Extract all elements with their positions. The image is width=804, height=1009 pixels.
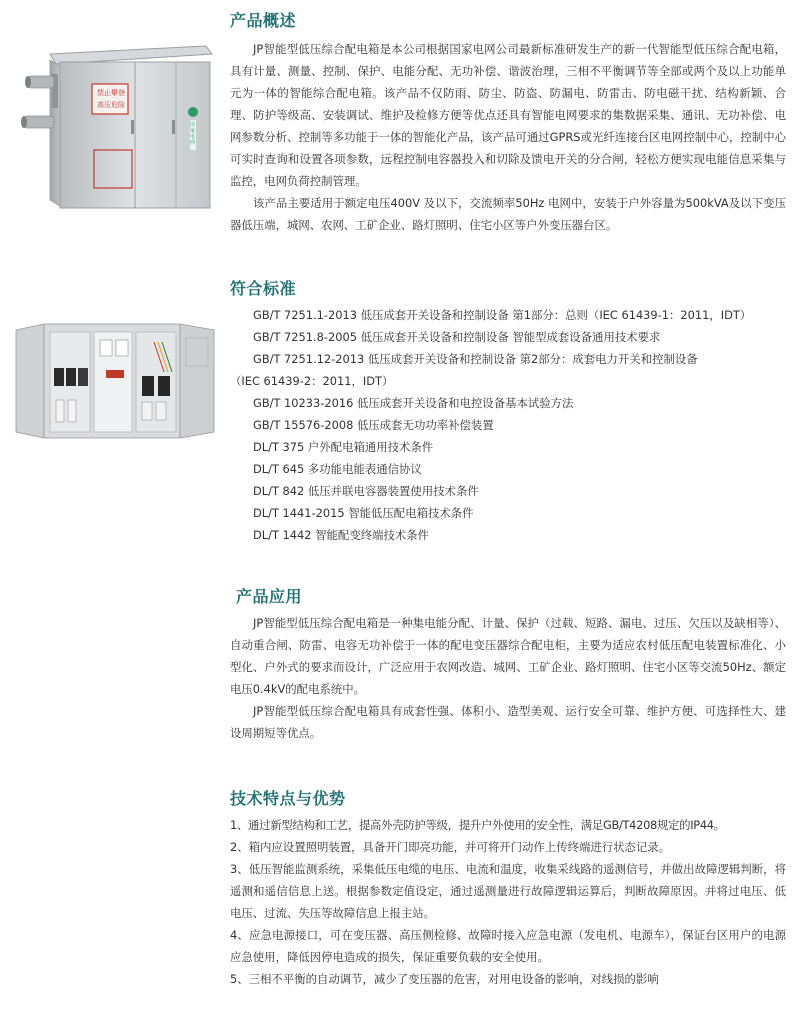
features-title: 技术特点与优势 bbox=[230, 789, 346, 808]
feature-item: 2、箱内应设置照明装置，具备开门即亮功能，并可将开门动作上传终端进行状态记录。 bbox=[230, 840, 671, 854]
standard-item: GB/T 7251.1-2013 低压成套开关设备和控制设备 第1部分：总则（IEC 61439-1：2011，IDT） bbox=[253, 308, 752, 322]
standard-item: DL/T 1442 智能配变终端技术条件 bbox=[253, 528, 430, 542]
warning-sign-line2: 高压危险 bbox=[97, 101, 125, 109]
standard-item: GB/T 15576-2008 低压成套无功功率补偿装置 bbox=[253, 418, 494, 432]
overview-title: 产品概述 bbox=[230, 11, 297, 30]
feature-item: 4、应急电源接口，可在变压器、高压侧检修、故障时接入应急电源（发电机、电源车），保证台区用户的电源应急使用，降低因停电造成的损失，保证重要负载的安全使用。 bbox=[230, 928, 786, 964]
application-paragraph-1: JP智能型低压综合配电箱是一种集电能分配、计量、保护（过载、短路、漏电、过压、欠压以及缺相等）、自动重合闸、防雷、电容无功补偿于一体的配电变压器综合配电柜，主要为适应农村低压配电装置标准化、小型化、户外式的要求而设计，广泛应用于农网改造、城网、工矿企业、路灯照明、住宅小区等交流50Hz、额定电压0.4kV的配电系统中。 bbox=[230, 616, 786, 696]
standard-item: （IEC 61439-2：2011，IDT） bbox=[230, 374, 394, 388]
standards-title: 符合标准 bbox=[230, 279, 297, 298]
application-paragraph-2: JP智能型低压综合配电箱具有成套性强、体积小、造型美观、运行安全可靠、维护方便、可选择性大、建设周期短等优点。 bbox=[230, 704, 786, 740]
feature-item: 3、低压智能监测系统，采集低压电缆的电压、电流和温度，收集采线路的遥测信号，并做出故障逻辑判断，将遥测和遥信信息上送。根据参数定值设定，通过遥测量进行故障逻辑运算后，判断故障原因。并将过电压、低电压、过流、失压等故障信息上报主站。 bbox=[230, 862, 786, 920]
application-title: 产品应用 bbox=[236, 587, 303, 606]
standard-item: GB/T 10233-2016 低压成套开关设备和电控设备基本试验方法 bbox=[253, 396, 574, 410]
features-list bbox=[230, 814, 786, 990]
standard-item: GB/T 7251.12-2013 低压成套开关设备和控制设备 第2部分：成套电力开关和控制设备 bbox=[253, 352, 698, 366]
overview-paragraph-2: 该产品主要适用于额定电压400V 及以下，交流频率50Hz 电网中，安装于户外容量为500kVA及以下变压器低压端，城网、农网、工矿企业、路灯照明、住宅小区等户外变压器台区。 bbox=[230, 196, 786, 232]
outdoor-cabinet-image bbox=[10, 40, 216, 210]
standard-item: DL/T 645 多功能电能表通信协议 bbox=[253, 462, 422, 476]
warning-sign-line1: 禁止攀登 bbox=[97, 89, 125, 97]
standard-item: DL/T 375 户外配电箱通用技术条件 bbox=[253, 440, 434, 454]
feature-item: 5、三相不平衡的自动调节，减少了变压器的危害，对用电设备的影响，对线损的影响 bbox=[230, 972, 659, 986]
standard-item: DL/T 1441-2015 智能低压配电箱技术条件 bbox=[253, 506, 474, 520]
open-cabinet-image bbox=[14, 322, 216, 440]
standard-item: DL/T 842 低压并联电容器装置使用技术条件 bbox=[253, 484, 479, 498]
state-grid-logo-text: 国家电网 bbox=[190, 122, 196, 146]
feature-item: 1、通过新型结构和工艺，提高外壳防护等级，提升户外使用的安全性，满足GB/T4208规定的IP44。 bbox=[230, 818, 725, 832]
standard-item: GB/T 7251.8-2005 低压成套开关设备和控制设备 智能型成套设备通用技术要求 bbox=[253, 330, 661, 344]
overview-paragraph-1: JP智能型低压综合配电箱是本公司根据国家电网公司最新标准研发生产的新一代智能型低压综合配电箱，具有计量、测量、控制、保护、电能分配、无功补偿、谐波治理，三相不平衡调节等全部或两个及以上功能单元为一体的智能综合配电箱。该产品不仅防雨、防尘、防盗、防漏电、防雷击、防电磁干扰、结构新颖、合理、防护等级高、安装调试、维护及检修方便等优点还具有智能电网要求的集数据采集、通讯、无功补偿、电网参数分析、控制等多功能于一体的智能化产品，该产品可通过GPRS或光纤连接台区电网控制中心，控制中心可实时查询和设置各项参数，远程控制电容器投入和切除及馈电开关的分合闸，轻松方便实现电能信息采集与监控，电网负荷控制管理。 bbox=[230, 42, 786, 188]
standards-list bbox=[230, 304, 800, 546]
